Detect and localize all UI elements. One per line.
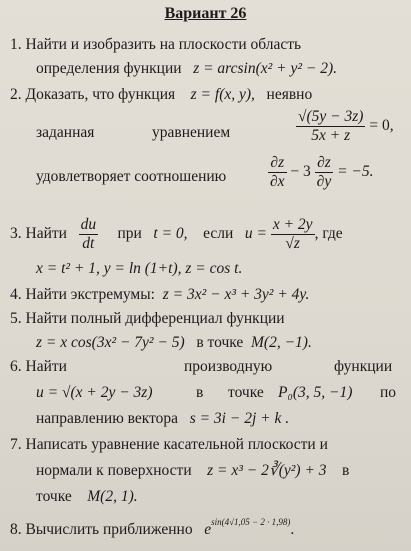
problem-4-line xyxy=(10,286,309,305)
problem-6-point-word: точке xyxy=(228,384,264,401)
problem-4-formula: z = 3x² − x³ + 3y² + 4y. xyxy=(162,286,310,303)
problem-5-point: M(2, −1). xyxy=(251,334,312,351)
problem-6-find: 6. Найти xyxy=(10,358,67,375)
u-denominator: √z xyxy=(285,234,300,252)
problem-7-line-1: 7. Написать уравнение касательной плоскости и xyxy=(10,436,328,453)
dz-dx-numerator: ∂z xyxy=(268,154,287,173)
du-dt xyxy=(79,216,99,253)
u-numerator: x + 2y xyxy=(272,216,313,233)
problem-3-at: при xyxy=(117,224,142,242)
problem-5-line-2 xyxy=(36,334,312,353)
fraction-numerator: √(5y − 3z) xyxy=(298,108,364,125)
problem-2-equation-word: уравнением xyxy=(152,124,231,141)
relation-minus: − 3 xyxy=(290,162,311,180)
problem-6-in: в xyxy=(196,384,204,401)
problem-7-line-2 xyxy=(36,462,349,481)
problem-2-text: 2. Доказать, что функция xyxy=(10,86,176,103)
problem-5-line-1: 5. Найти полный дифференциал функции xyxy=(10,310,285,327)
problem-7-in: в xyxy=(342,462,350,479)
problem-6-derivative: производную xyxy=(184,358,273,375)
problem-2-line-1 xyxy=(10,86,312,105)
problem-2-function: z = f(x, y), xyxy=(190,86,255,103)
problem-3-find: 3. Найти xyxy=(10,224,67,242)
dz-dy xyxy=(315,154,334,191)
problem-4-text: 4. Найти экстремумы: xyxy=(10,286,155,303)
problem-8-exponent: sin(4√1,05 − 2 · 1,98) xyxy=(211,517,291,527)
problem-1-text: определения функции xyxy=(36,60,182,77)
du-dt-denominator: dt xyxy=(82,234,95,252)
problem-2-implicit-word: неявно xyxy=(266,86,313,103)
problem-2-equation xyxy=(296,108,394,145)
fraction-denominator: 5x + z xyxy=(311,126,351,144)
problem-8-base: e xyxy=(204,521,212,539)
problem-7-text: нормали к поверхности xyxy=(36,462,192,479)
problem-2-relation xyxy=(268,154,374,191)
problem-8-line xyxy=(10,517,295,540)
problem-7-formula: z = x³ − 2∛(y²) + 3 xyxy=(207,462,327,479)
problem-3-u: u = xyxy=(244,224,267,242)
dz-dx xyxy=(268,154,287,191)
problem-7-line-3 xyxy=(36,488,138,507)
problem-6-formula: u = √(x + 2y − 3z) xyxy=(36,384,153,401)
problem-5-at-point: в точке xyxy=(196,334,244,351)
problem-3-t: t = 0, xyxy=(153,224,188,242)
problem-2-relation-text: удовлетворяет соотношению xyxy=(36,168,227,185)
problem-8-end: . xyxy=(290,521,295,539)
problem-3-line-2: x = t² + 1, y = ln (1+t), z = cos t. xyxy=(36,260,243,277)
problem-7-point-word: точке xyxy=(36,488,72,505)
relation-end: = −5. xyxy=(337,162,374,180)
problem-2-eq-end: = 0, xyxy=(369,116,394,134)
problem-6-vector: s = 3i − 2j + k . xyxy=(189,410,290,427)
problem-6-along: по xyxy=(380,384,397,401)
u-fraction xyxy=(271,216,315,253)
page-title: Вариант 26 xyxy=(164,5,247,22)
problem-6-function: функции xyxy=(334,358,393,375)
problem-6-line-3 xyxy=(36,410,289,429)
problem-6-direction-text: направлению вектора xyxy=(36,410,179,427)
problem-3-if: если xyxy=(203,224,234,242)
problem-8-text: 8. Вычислить приближенно xyxy=(10,521,193,539)
problem-2-given-word: заданная xyxy=(36,124,95,141)
problem-1-line-1: 1. Найти и изобразить на плоскости область xyxy=(10,36,302,53)
du-dt-numerator: du xyxy=(80,216,97,233)
problem-2-fraction xyxy=(296,108,365,145)
problem-5-formula: z = x cos(3x² − 7y² − 5) xyxy=(36,334,185,351)
problem-6-point: P₀(3, 5, −1) xyxy=(278,384,353,401)
problem-7-point: M(2, 1). xyxy=(87,488,138,505)
problem-3-where: , где xyxy=(314,224,343,242)
problem-3-line-1 xyxy=(10,216,343,253)
problem-1-formula: z = arcsin(x² + y² − 2). xyxy=(193,60,338,77)
dz-dy-denominator: ∂y xyxy=(316,172,332,190)
dz-dy-numerator: ∂z xyxy=(315,154,334,173)
dz-dx-denominator: ∂x xyxy=(270,172,285,190)
problem-1-line-2 xyxy=(36,60,337,79)
